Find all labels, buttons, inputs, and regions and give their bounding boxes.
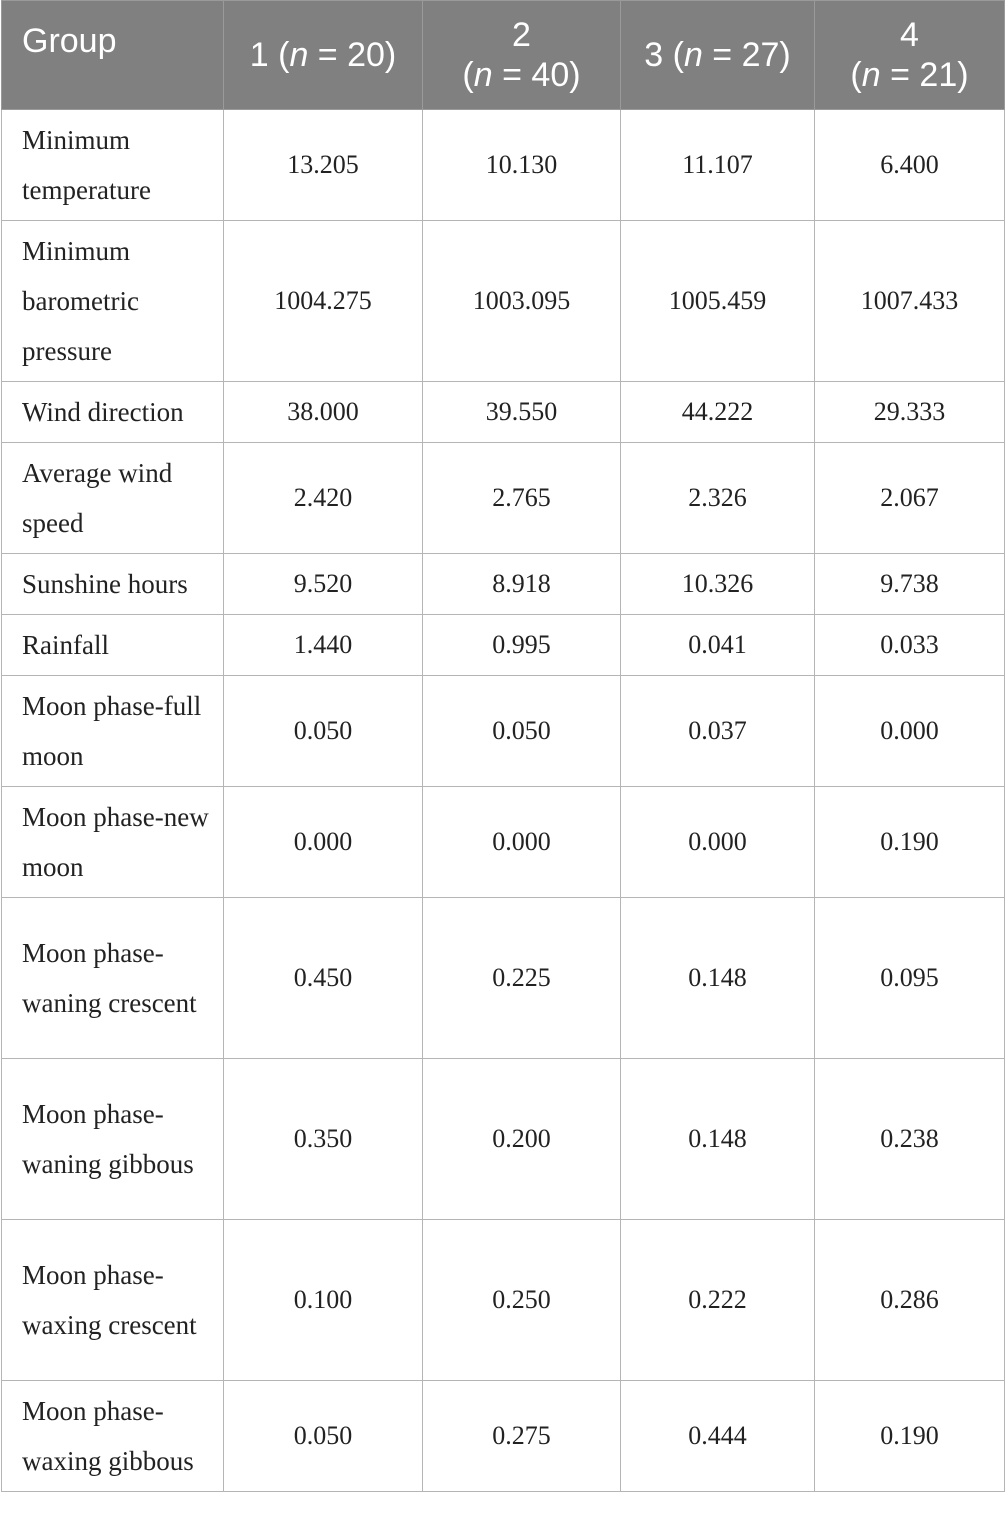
table-row bbox=[2, 554, 1005, 615]
cell-group-2: 8.918 bbox=[423, 554, 621, 615]
header-col-4 bbox=[815, 1, 1005, 110]
cell-group-3: 0.000 bbox=[621, 787, 815, 898]
cell-group-3: 11.107 bbox=[621, 110, 815, 221]
row-label: Minimum barometric pressure bbox=[2, 221, 224, 382]
table-row bbox=[2, 1381, 1005, 1492]
row-label: Moon phase-new moon bbox=[2, 787, 224, 898]
cell-group-2: 0.250 bbox=[423, 1220, 621, 1381]
cell-group-3: 0.222 bbox=[621, 1220, 815, 1381]
cell-group-2: 0.275 bbox=[423, 1381, 621, 1492]
cell-group-4: 0.190 bbox=[815, 1381, 1005, 1492]
table-row bbox=[2, 382, 1005, 443]
cell-group-1: 1004.275 bbox=[224, 221, 423, 382]
cell-group-4: 0.000 bbox=[815, 676, 1005, 787]
table-body bbox=[2, 110, 1005, 1492]
header-col-1-num: 1 ( bbox=[249, 36, 290, 74]
row-label: Moon phase-waxing crescent bbox=[2, 1220, 224, 1381]
header-group bbox=[2, 1, 224, 110]
cell-group-4: 29.333 bbox=[815, 382, 1005, 443]
header-col-2-open: ( bbox=[462, 56, 474, 94]
row-label: Rainfall bbox=[2, 615, 224, 676]
table-row bbox=[2, 443, 1005, 554]
table-row bbox=[2, 615, 1005, 676]
cell-group-2: 0.050 bbox=[423, 676, 621, 787]
row-label: Moon phase-waxing gibbous bbox=[2, 1381, 224, 1492]
cell-group-1: 13.205 bbox=[224, 110, 423, 221]
cell-group-2: 1003.095 bbox=[423, 221, 621, 382]
cell-group-1: 0.050 bbox=[224, 676, 423, 787]
header-col-2-n: n bbox=[473, 56, 493, 94]
header-group-label: Group bbox=[22, 22, 117, 60]
cell-group-4: 2.067 bbox=[815, 443, 1005, 554]
cell-group-3: 0.148 bbox=[621, 898, 815, 1059]
cell-group-1: 9.520 bbox=[224, 554, 423, 615]
table-row bbox=[2, 221, 1005, 382]
header-col-3 bbox=[621, 1, 815, 110]
cell-group-1: 1.440 bbox=[224, 615, 423, 676]
data-table bbox=[1, 0, 1005, 1492]
cell-group-3: 44.222 bbox=[621, 382, 815, 443]
header-col-3-num: 3 ( bbox=[644, 36, 684, 74]
cell-group-3: 0.444 bbox=[621, 1381, 815, 1492]
cell-group-2: 0.200 bbox=[423, 1059, 621, 1220]
cell-group-4: 0.238 bbox=[815, 1059, 1005, 1220]
header-col-1-eq: = 20) bbox=[308, 36, 397, 74]
cell-group-4: 1007.433 bbox=[815, 221, 1005, 382]
table-row bbox=[2, 1220, 1005, 1381]
header-col-2-num: 2 bbox=[512, 16, 531, 54]
cell-group-4: 0.190 bbox=[815, 787, 1005, 898]
cell-group-2: 10.130 bbox=[423, 110, 621, 221]
header-col-1 bbox=[224, 1, 423, 110]
cell-group-4: 0.095 bbox=[815, 898, 1005, 1059]
header-row bbox=[2, 1, 1005, 110]
row-label: Moon phase-waning gibbous bbox=[2, 1059, 224, 1220]
cell-group-3: 10.326 bbox=[621, 554, 815, 615]
header-col-2 bbox=[423, 1, 621, 110]
table-row bbox=[2, 1059, 1005, 1220]
header-col-4-open: ( bbox=[850, 56, 862, 94]
row-label: Moon phase-waning crescent bbox=[2, 898, 224, 1059]
header-col-1-n: n bbox=[289, 36, 309, 74]
cell-group-1: 0.450 bbox=[224, 898, 423, 1059]
cell-group-3: 2.326 bbox=[621, 443, 815, 554]
table-header bbox=[2, 1, 1005, 110]
cell-group-4: 9.738 bbox=[815, 554, 1005, 615]
table-row bbox=[2, 898, 1005, 1059]
cell-group-2: 39.550 bbox=[423, 382, 621, 443]
cell-group-4: 0.033 bbox=[815, 615, 1005, 676]
cell-group-2: 0.000 bbox=[423, 787, 621, 898]
cell-group-1: 38.000 bbox=[224, 382, 423, 443]
header-col-4-eq: = 21) bbox=[880, 56, 969, 94]
table-row bbox=[2, 676, 1005, 787]
cell-group-1: 0.350 bbox=[224, 1059, 423, 1220]
row-label: Minimum temperature bbox=[2, 110, 224, 221]
cell-group-2: 2.765 bbox=[423, 443, 621, 554]
header-col-3-eq: = 27) bbox=[702, 36, 791, 74]
row-label: Wind direction bbox=[2, 382, 224, 443]
header-col-4-num: 4 bbox=[900, 16, 919, 54]
cell-group-1: 0.100 bbox=[224, 1220, 423, 1381]
header-col-3-n: n bbox=[683, 36, 703, 74]
cell-group-2: 0.995 bbox=[423, 615, 621, 676]
cell-group-3: 0.037 bbox=[621, 676, 815, 787]
cell-group-3: 0.041 bbox=[621, 615, 815, 676]
table-row bbox=[2, 787, 1005, 898]
cell-group-4: 6.400 bbox=[815, 110, 1005, 221]
cell-group-2: 0.225 bbox=[423, 898, 621, 1059]
header-col-2-eq: = 40) bbox=[492, 56, 581, 94]
cell-group-4: 0.286 bbox=[815, 1220, 1005, 1381]
cell-group-1: 0.000 bbox=[224, 787, 423, 898]
row-label: Moon phase-full moon bbox=[2, 676, 224, 787]
row-label: Sunshine hours bbox=[2, 554, 224, 615]
cell-group-3: 0.148 bbox=[621, 1059, 815, 1220]
cell-group-1: 2.420 bbox=[224, 443, 423, 554]
row-label: Average wind speed bbox=[2, 443, 224, 554]
cell-group-3: 1005.459 bbox=[621, 221, 815, 382]
table-row bbox=[2, 110, 1005, 221]
cell-group-1: 0.050 bbox=[224, 1381, 423, 1492]
header-col-4-n: n bbox=[861, 56, 881, 94]
